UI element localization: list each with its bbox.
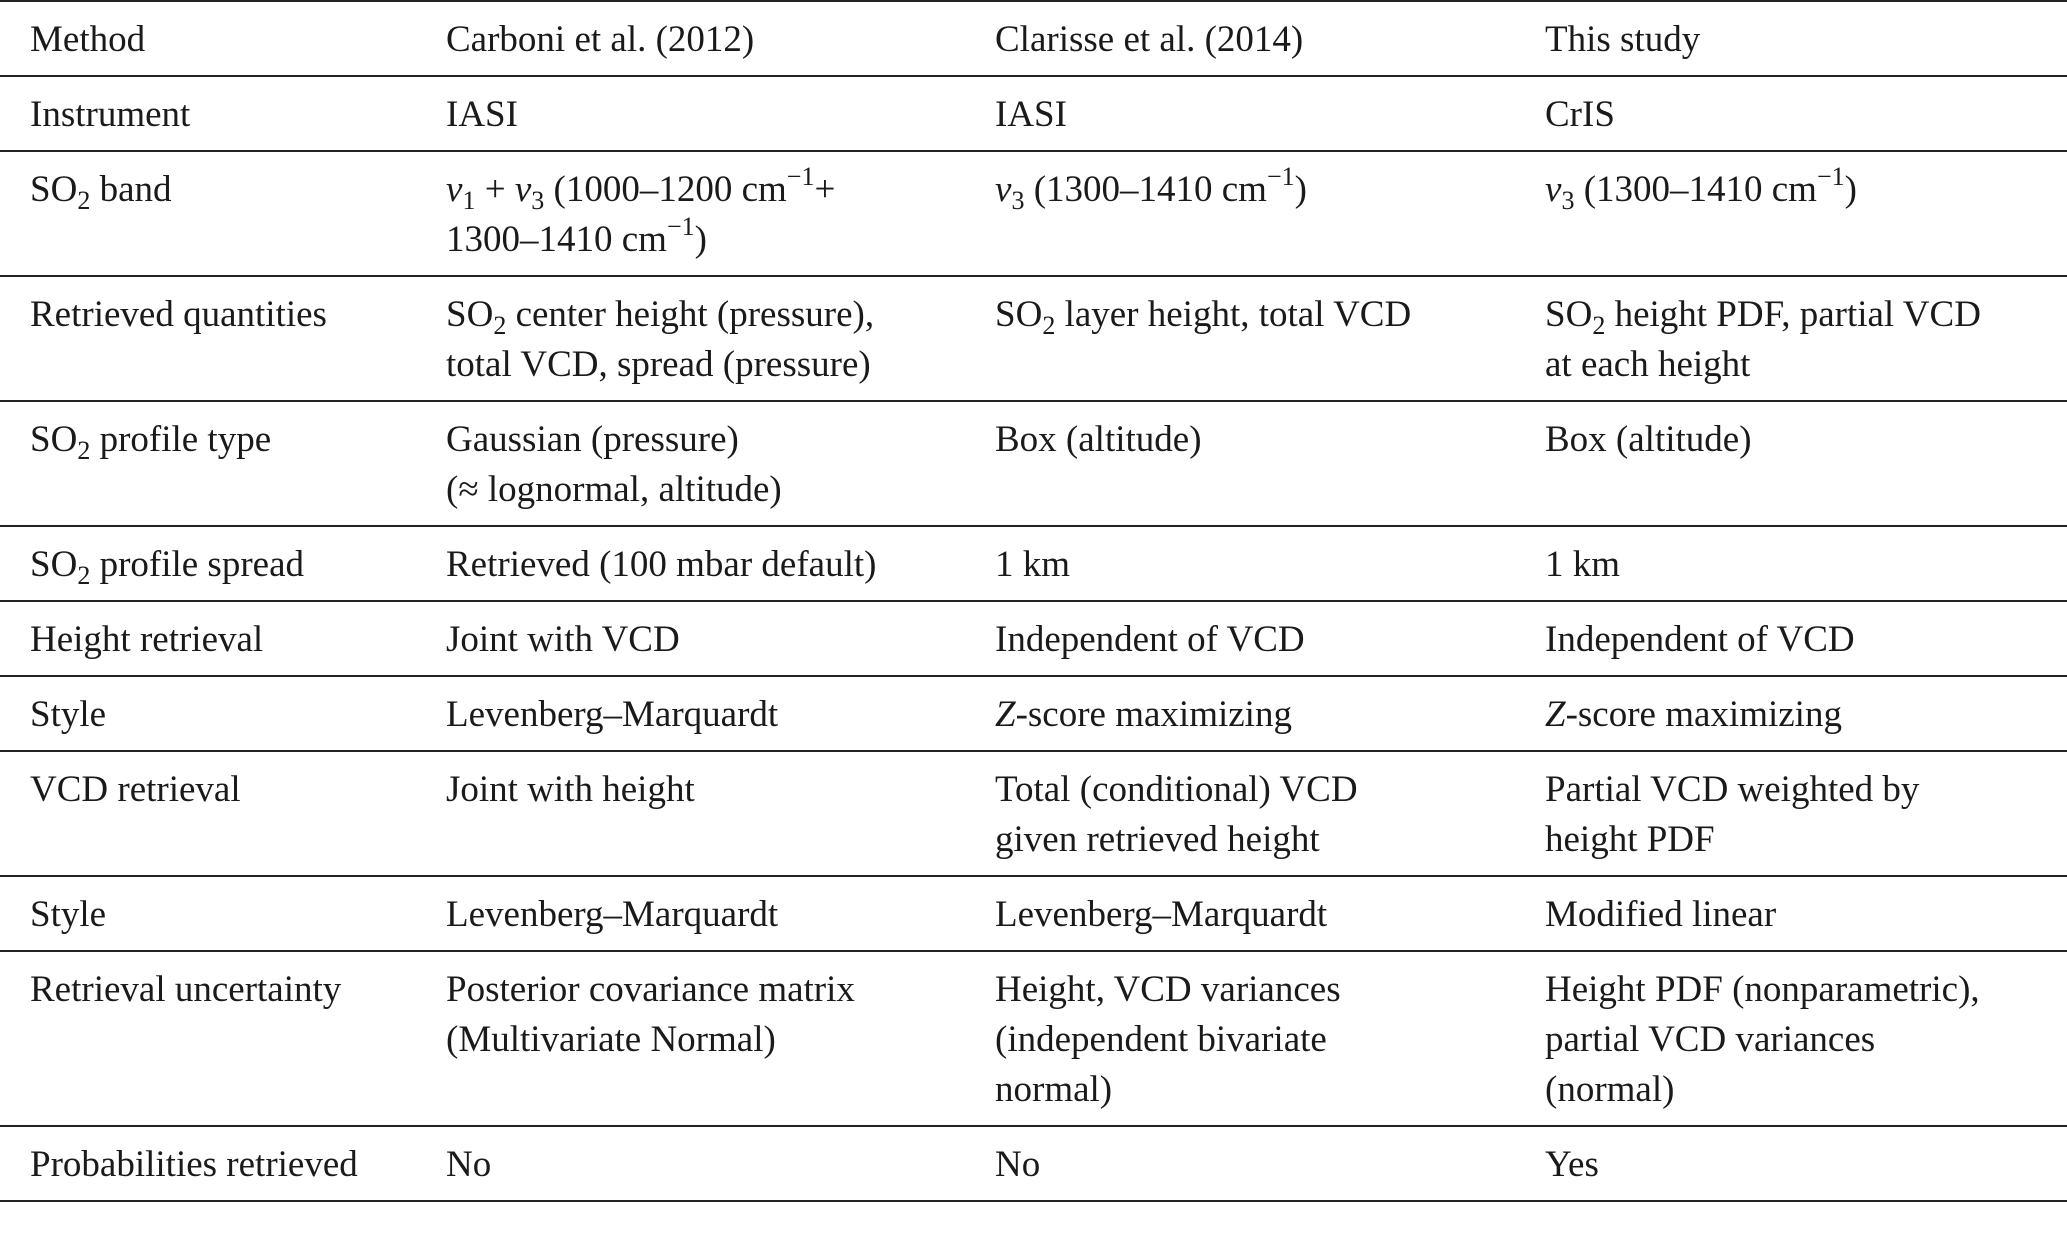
cell-text-line: Style [30, 894, 107, 935]
clarisse-cell [995, 601, 1545, 676]
cell-text-line: given retrieved height [995, 819, 1320, 860]
cell-text-line: 1 km [1545, 544, 1621, 585]
cell-text-line: $SO_2$ profile type [30, 419, 272, 465]
this-study-cell [1545, 751, 2067, 876]
cell-text-line: Box (altitude) [1545, 419, 1752, 460]
this-study-cell [1545, 601, 2067, 676]
row-label [0, 951, 446, 1126]
table-row [0, 151, 2067, 276]
cell-text-line: Independent of VCD [995, 619, 1305, 660]
table-row [0, 601, 2067, 676]
row-label [0, 76, 446, 151]
clarisse-cell [995, 1126, 1545, 1201]
row-label [0, 601, 446, 676]
cell-text-line: Joint with height [446, 769, 695, 810]
cell-text-line: IASI [446, 94, 518, 135]
cell-text-line: normal) [995, 1069, 1113, 1110]
carboni-cell [446, 526, 995, 601]
carboni-cell [446, 1, 995, 76]
cell-text-line: at each height [1545, 344, 1751, 385]
cell-text-line: Modified linear [1545, 894, 1777, 935]
cell-text-line: Levenberg–Marquardt [446, 694, 779, 735]
carboni-cell [446, 676, 995, 751]
carboni-cell [446, 951, 995, 1126]
carboni-cell [446, 601, 995, 676]
cell-text-line: Method [30, 19, 146, 60]
row-label [0, 676, 446, 751]
cell-text-line: 1300–1410 $cm^{-1}$) [446, 212, 707, 260]
cell-text-line: VCD retrieval [30, 769, 241, 810]
cell-text-line: (independent bivariate [995, 1019, 1327, 1060]
cell-text-line: total VCD, spread (pressure) [446, 344, 871, 385]
carboni-cell [446, 401, 995, 526]
cell-text-line: Levenberg–Marquardt [446, 894, 779, 935]
this-study-cell [1545, 401, 2067, 526]
this-study-cell [1545, 151, 2067, 276]
row-label [0, 751, 446, 876]
cell-text-line: Retrieved (100 mbar default) [446, 544, 877, 585]
table-row [0, 1, 2067, 76]
cell-text-line: height PDF [1545, 819, 1715, 860]
cell-text-line: (≈ lognormal, altitude) [446, 469, 782, 510]
table-row [0, 276, 2067, 401]
clarisse-cell [995, 1, 1545, 76]
cell-text-line: Z-score maximizing [995, 694, 1292, 735]
cell-text-line: $\nu_3$ (1300–1410 $cm^{-1}$) [995, 162, 1307, 215]
cell-text-line: Height, VCD variances [995, 969, 1341, 1010]
cell-text-line: Retrieval uncertainty [30, 969, 342, 1010]
cell-text-line: Total (conditional) VCD [995, 769, 1358, 810]
clarisse-cell [995, 751, 1545, 876]
cell-text-line: (Multivariate Normal) [446, 1019, 776, 1060]
cell-text-line: No [446, 1144, 492, 1185]
carboni-cell [446, 76, 995, 151]
cell-text-line: Instrument [30, 94, 191, 135]
cell-text-line: $\nu_3$ (1300–1410 $cm^{-1}$) [1545, 162, 1857, 215]
table-row [0, 1126, 2067, 1201]
cell-text-line: $SO_2$ layer height, total VCD [995, 294, 1412, 340]
table-body [0, 1, 2067, 1201]
row-label [0, 401, 446, 526]
table-row [0, 751, 2067, 876]
row-label [0, 1126, 446, 1201]
cell-text-line: Probabilities retrieved [30, 1144, 358, 1185]
clarisse-cell [995, 876, 1545, 951]
this-study-cell [1545, 1, 2067, 76]
carboni-cell [446, 1126, 995, 1201]
table-row [0, 526, 2067, 601]
cell-text-line: Box (altitude) [995, 419, 1202, 460]
table-row [0, 676, 2067, 751]
carboni-cell [446, 751, 995, 876]
clarisse-cell [995, 276, 1545, 401]
clarisse-cell [995, 151, 1545, 276]
this-study-cell [1545, 76, 2067, 151]
cell-text-line: Carboni et al. (2012) [446, 19, 755, 60]
this-study-cell [1545, 951, 2067, 1126]
cell-text-line: Posterior covariance matrix [446, 969, 855, 1010]
cell-text-line: $SO_2$ center height (pressure), [446, 294, 875, 340]
clarisse-cell [995, 676, 1545, 751]
cell-text-line: No [995, 1144, 1041, 1185]
cell-text-line: $SO_2$ height PDF, partial VCD [1545, 294, 1981, 340]
carboni-cell [446, 276, 995, 401]
cell-text-line: Clarisse et al. (2014) [995, 19, 1304, 60]
cell-text-line: (normal) [1545, 1069, 1675, 1110]
this-study-cell [1545, 676, 2067, 751]
cell-text-line: Z-score maximizing [1545, 694, 1842, 735]
cell-text-line: $\nu_1 + \nu_3$ (1000–1200 $cm^{-1}+$ [446, 162, 836, 215]
row-label [0, 276, 446, 401]
row-label [0, 526, 446, 601]
clarisse-cell [995, 76, 1545, 151]
carboni-cell [446, 876, 995, 951]
row-label [0, 1, 446, 76]
cell-text-line: Height retrieval [30, 619, 264, 660]
row-label [0, 876, 446, 951]
cell-text-line: Levenberg–Marquardt [995, 894, 1328, 935]
cell-text-line: Style [30, 694, 107, 735]
this-study-cell [1545, 1126, 2067, 1201]
cell-text-line: 1 km [995, 544, 1071, 585]
cell-text-line: Yes [1545, 1144, 1599, 1185]
cell-text-line: $SO_2$ profile spread [30, 544, 305, 590]
cell-text-line: $SO_2$ band [30, 169, 172, 215]
carboni-cell [446, 151, 995, 276]
table-row [0, 76, 2067, 151]
cell-text-line: This study [1545, 19, 1701, 60]
this-study-cell [1545, 526, 2067, 601]
cell-text-line: Independent of VCD [1545, 619, 1855, 660]
cell-text-line: Retrieved quantities [30, 294, 327, 335]
cell-text-line: CrIS [1545, 94, 1615, 135]
cell-text-line: IASI [995, 94, 1067, 135]
cell-text-line: Partial VCD weighted by [1545, 769, 1920, 810]
cell-text-line: Height PDF (nonparametric), [1545, 969, 1980, 1010]
this-study-cell [1545, 276, 2067, 401]
table-row [0, 876, 2067, 951]
this-study-cell [1545, 876, 2067, 951]
cell-text-line: Gaussian (pressure) [446, 419, 739, 460]
clarisse-cell [995, 401, 1545, 526]
clarisse-cell [995, 951, 1545, 1126]
cell-text-line: Joint with VCD [446, 619, 680, 660]
table-row [0, 401, 2067, 526]
row-label [0, 151, 446, 276]
cell-text-line: partial VCD variances [1545, 1019, 1876, 1060]
table-row [0, 951, 2067, 1126]
clarisse-cell [995, 526, 1545, 601]
